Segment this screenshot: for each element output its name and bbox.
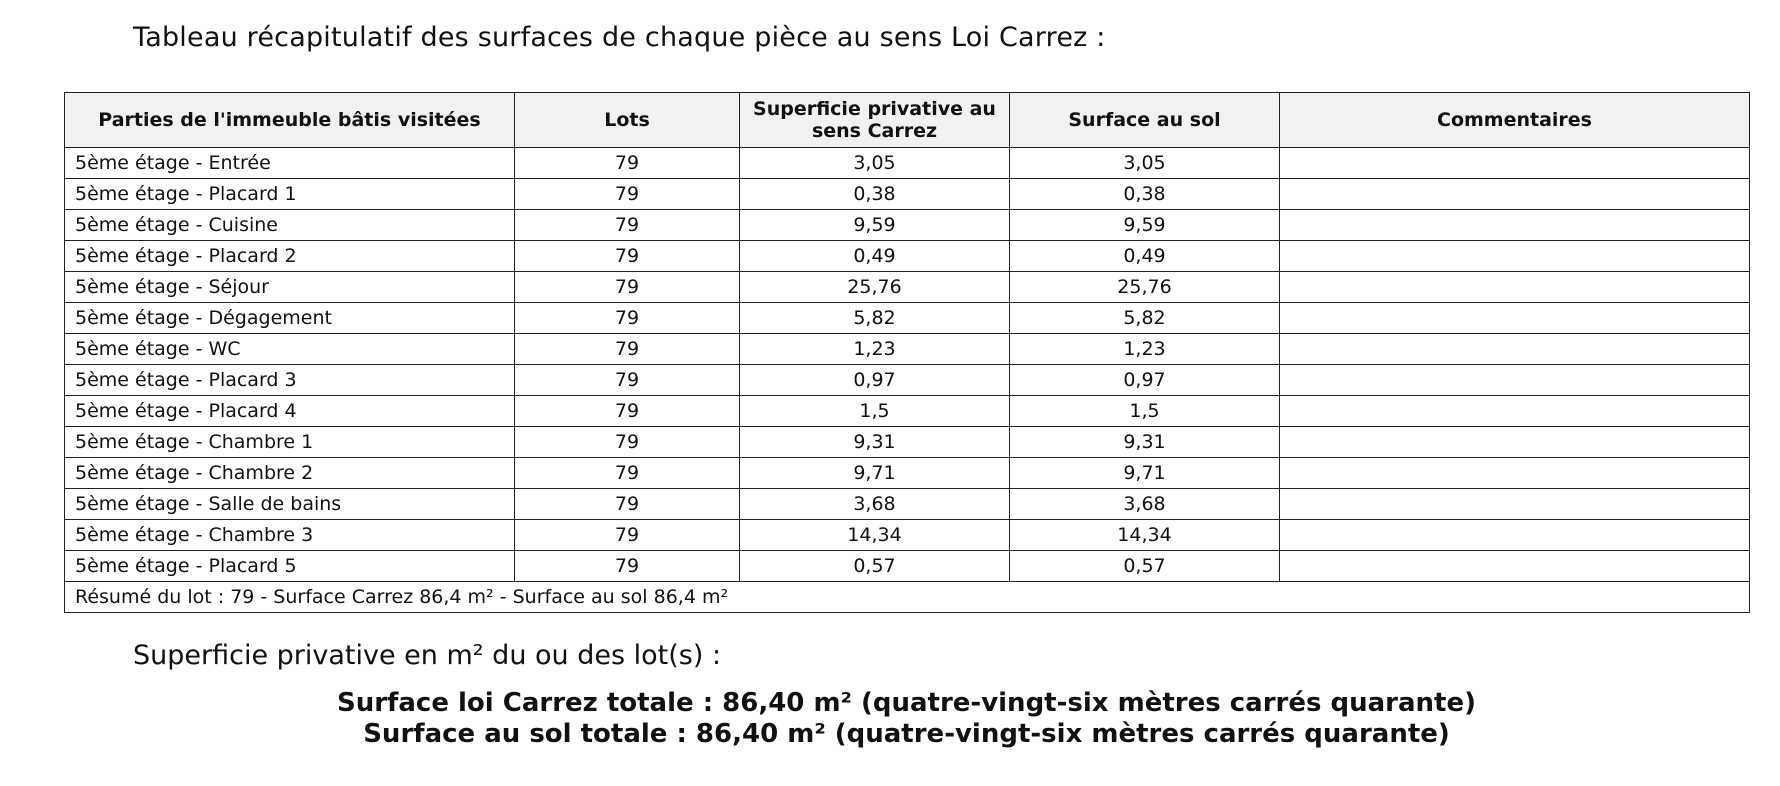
header-surface-sol: Surface au sol: [1010, 93, 1280, 148]
table-row: [65, 458, 1750, 489]
cell-carrez: 25,76: [740, 272, 1010, 303]
cell-partie: 5ème étage - Chambre 1: [65, 427, 515, 458]
cell-carrez: 9,59: [740, 210, 1010, 241]
table-row: [65, 396, 1750, 427]
cell-carrez: 3,68: [740, 489, 1010, 520]
cell-partie: 5ème étage - Chambre 2: [65, 458, 515, 489]
cell-lot: 79: [515, 458, 740, 489]
subheading: Superficie privative en m² du ou des lot(s) :: [133, 640, 722, 671]
cell-sol: 9,31: [1010, 427, 1280, 458]
cell-commentaire: [1280, 520, 1750, 551]
cell-lot: 79: [515, 148, 740, 179]
cell-sol: 3,05: [1010, 148, 1280, 179]
cell-lot: 79: [515, 241, 740, 272]
cell-carrez: 5,82: [740, 303, 1010, 334]
cell-lot: 79: [515, 427, 740, 458]
cell-commentaire: [1280, 427, 1750, 458]
header-parties: Parties de l'immeuble bâtis visitées: [65, 93, 515, 148]
cell-carrez: 0,38: [740, 179, 1010, 210]
cell-lot: 79: [515, 210, 740, 241]
cell-partie: 5ème étage - Dégagement: [65, 303, 515, 334]
cell-lot: 79: [515, 489, 740, 520]
page-heading: Tableau récapitulatif des surfaces de chaque pièce au sens Loi Carrez :: [133, 22, 1106, 53]
lot-summary: Résumé du lot : 79 - Surface Carrez 86,4 m² - Surface au sol 86,4 m²: [65, 582, 1750, 613]
cell-commentaire: [1280, 148, 1750, 179]
cell-sol: 0,57: [1010, 551, 1280, 582]
header-superficie-carrez: Superficie privative au sens Carrez: [740, 93, 1010, 148]
cell-commentaire: [1280, 334, 1750, 365]
cell-lot: 79: [515, 272, 740, 303]
table-row: [65, 179, 1750, 210]
table-row: [65, 148, 1750, 179]
cell-partie: 5ème étage - Placard 4: [65, 396, 515, 427]
cell-carrez: 1,23: [740, 334, 1010, 365]
cell-sol: 1,23: [1010, 334, 1280, 365]
cell-lot: 79: [515, 520, 740, 551]
table-row: [65, 520, 1750, 551]
cell-sol: 14,34: [1010, 520, 1280, 551]
table-row: [65, 489, 1750, 520]
cell-lot: 79: [515, 334, 740, 365]
table-row: [65, 303, 1750, 334]
header-commentaires: Commentaires: [1280, 93, 1750, 148]
cell-commentaire: [1280, 551, 1750, 582]
header-lots: Lots: [515, 93, 740, 148]
cell-partie: 5ème étage - Placard 3: [65, 365, 515, 396]
table-row: [65, 272, 1750, 303]
table-row: [65, 551, 1750, 582]
cell-sol: 5,82: [1010, 303, 1280, 334]
cell-sol: 1,5: [1010, 396, 1280, 427]
cell-sol: 0,38: [1010, 179, 1280, 210]
cell-carrez: 0,57: [740, 551, 1010, 582]
summary-row: [65, 582, 1750, 613]
cell-partie: 5ème étage - Placard 1: [65, 179, 515, 210]
cell-sol: 9,59: [1010, 210, 1280, 241]
cell-partie: 5ème étage - WC: [65, 334, 515, 365]
cell-commentaire: [1280, 241, 1750, 272]
cell-carrez: 9,31: [740, 427, 1010, 458]
cell-commentaire: [1280, 210, 1750, 241]
cell-lot: 79: [515, 551, 740, 582]
table-body: [65, 148, 1750, 582]
cell-carrez: 9,71: [740, 458, 1010, 489]
cell-carrez: 1,5: [740, 396, 1010, 427]
surface-table: [64, 92, 1750, 613]
total-sol: Surface au sol totale : 86,40 m² (quatre-vingt-six mètres carrés quarante): [363, 719, 1450, 749]
cell-sol: 0,49: [1010, 241, 1280, 272]
cell-partie: 5ème étage - Salle de bains: [65, 489, 515, 520]
totals-block: [64, 688, 1749, 750]
cell-commentaire: [1280, 458, 1750, 489]
cell-carrez: 3,05: [740, 148, 1010, 179]
cell-sol: 0,97: [1010, 365, 1280, 396]
cell-commentaire: [1280, 179, 1750, 210]
cell-sol: 25,76: [1010, 272, 1280, 303]
cell-commentaire: [1280, 365, 1750, 396]
cell-sol: 9,71: [1010, 458, 1280, 489]
cell-partie: 5ème étage - Chambre 3: [65, 520, 515, 551]
table-row: [65, 427, 1750, 458]
cell-partie: 5ème étage - Séjour: [65, 272, 515, 303]
cell-sol: 3,68: [1010, 489, 1280, 520]
table-row: [65, 241, 1750, 272]
cell-commentaire: [1280, 396, 1750, 427]
total-carrez: Surface loi Carrez totale : 86,40 m² (quatre-vingt-six mètres carrés quarante): [337, 688, 1476, 718]
cell-partie: 5ème étage - Placard 5: [65, 551, 515, 582]
cell-carrez: 14,34: [740, 520, 1010, 551]
cell-lot: 79: [515, 303, 740, 334]
table-row: [65, 334, 1750, 365]
table-header-row: [65, 93, 1750, 148]
cell-partie: 5ème étage - Placard 2: [65, 241, 515, 272]
cell-lot: 79: [515, 396, 740, 427]
cell-carrez: 0,49: [740, 241, 1010, 272]
cell-commentaire: [1280, 272, 1750, 303]
cell-partie: 5ème étage - Cuisine: [65, 210, 515, 241]
cell-lot: 79: [515, 365, 740, 396]
cell-commentaire: [1280, 489, 1750, 520]
cell-commentaire: [1280, 303, 1750, 334]
table-row: [65, 365, 1750, 396]
cell-lot: 79: [515, 179, 740, 210]
table-row: [65, 210, 1750, 241]
cell-partie: 5ème étage - Entrée: [65, 148, 515, 179]
cell-carrez: 0,97: [740, 365, 1010, 396]
